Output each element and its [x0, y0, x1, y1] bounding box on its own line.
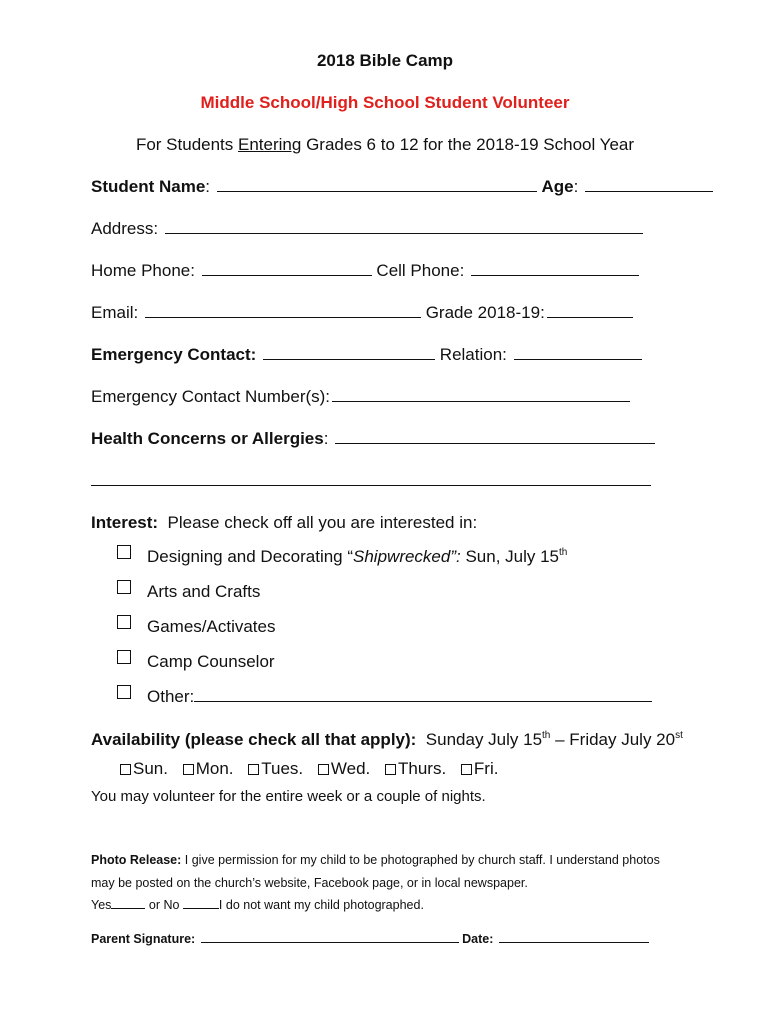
- emergency-number-row: [91, 387, 630, 407]
- photo-decline-text: I do not want my child photographed.: [218, 898, 424, 912]
- interest-row: [91, 513, 477, 533]
- parent-signature-field[interactable]: [201, 931, 459, 943]
- emergency-contact-row: [91, 345, 642, 365]
- availability-row: [91, 730, 683, 750]
- availability-end: – Friday July 20: [550, 730, 676, 749]
- student-name-field[interactable]: [217, 177, 537, 192]
- day-tuesday-checkbox[interactable]: [248, 764, 259, 775]
- email-field[interactable]: [145, 303, 421, 318]
- emergency-number-label: Emergency Contact Number(s):: [91, 387, 331, 406]
- day-wednesday[interactable]: [318, 759, 370, 778]
- photo-yes-field[interactable]: [111, 897, 145, 909]
- photo-no-field[interactable]: [183, 897, 219, 909]
- day-sunday[interactable]: [120, 759, 168, 778]
- day-monday[interactable]: [183, 759, 234, 778]
- phone-row: [91, 261, 639, 281]
- photo-no-label: or No: [145, 898, 183, 912]
- student-name-label: Student Name: [91, 177, 206, 196]
- availability-start-suffix: th: [542, 730, 551, 741]
- grade-field[interactable]: [547, 303, 633, 318]
- student-name-row: Student Name: Age:: [91, 177, 713, 197]
- photo-release-text-2: may be posted on the church’s website, Facebook page, or in local newspaper.: [91, 876, 528, 890]
- day-thursday-label: Thurs.: [397, 759, 447, 778]
- availability-days: [120, 759, 508, 779]
- grade-label: Grade 2018-19:: [425, 303, 545, 322]
- health-field[interactable]: [335, 429, 655, 444]
- day-monday-checkbox[interactable]: [183, 764, 194, 775]
- form-title: 2018 Bible Camp: [316, 51, 454, 70]
- decorating-theme: Shipwrecked”:: [353, 547, 461, 566]
- emergency-contact-field[interactable]: [263, 345, 435, 360]
- interest-games-checkbox[interactable]: [117, 615, 131, 629]
- interest-arts-label: Arts and Crafts: [147, 582, 261, 601]
- day-friday[interactable]: [461, 759, 499, 778]
- interest-counselor-label: Camp Counselor: [147, 652, 275, 671]
- photo-release-label: Photo Release:: [91, 853, 182, 867]
- address-field[interactable]: [165, 219, 643, 234]
- emergency-number-field[interactable]: [332, 387, 630, 402]
- interest-other-label: Other:: [147, 687, 195, 706]
- availability-start: Sunday July 15: [425, 730, 543, 749]
- interest-decorating-checkbox[interactable]: [117, 545, 131, 559]
- interest-other-row: [147, 687, 652, 707]
- intro-text-underlined: Entering: [238, 135, 302, 154]
- date-label: Date:: [462, 932, 494, 946]
- decorating-date: Sun, July 15: [460, 547, 560, 566]
- address-label: Address:: [91, 219, 159, 238]
- health-row: Health Concerns or Allergies:: [91, 429, 655, 449]
- home-phone-label: Home Phone:: [91, 261, 195, 280]
- cell-phone-field[interactable]: [471, 261, 639, 276]
- interest-label: Interest:: [91, 513, 159, 532]
- photo-release-text-1: I give permission for my child to be photographed by church staff. I understand photos: [181, 853, 660, 867]
- day-sunday-label: Sun.: [133, 759, 168, 778]
- age-field[interactable]: [585, 177, 713, 192]
- email-row: [91, 303, 633, 323]
- interest-games-label: Games/Activates: [147, 617, 276, 636]
- interest-decorating-label: [147, 547, 567, 567]
- intro-text-end: Grades 6 to 12 for the 2018-19 School Year: [301, 135, 635, 154]
- cell-phone-label: Cell Phone:: [376, 261, 465, 280]
- email-label: Email:: [91, 303, 139, 322]
- availability-label: Availability (please check all that apply):: [91, 730, 417, 749]
- decorating-text: Designing and Decorating “: [147, 547, 354, 566]
- parent-signature-label: Parent Signature:: [91, 932, 196, 946]
- address-row: [91, 219, 643, 239]
- interest-other-checkbox[interactable]: [117, 685, 131, 699]
- day-thursday-checkbox[interactable]: [385, 764, 396, 775]
- day-tuesday-label: Tues.: [261, 759, 304, 778]
- decorating-date-suffix: th: [559, 547, 568, 558]
- health-label: Health Concerns or Allergies: [91, 429, 324, 448]
- photo-yes-label: Yes: [91, 898, 112, 912]
- form-subtitle: Middle School/High School Student Volunteer: [200, 93, 570, 112]
- age-label: Age: [541, 177, 574, 196]
- interest-other-field[interactable]: [194, 687, 652, 702]
- home-phone-field[interactable]: [202, 261, 372, 276]
- health-field-continued[interactable]: [91, 471, 651, 486]
- day-wednesday-checkbox[interactable]: [318, 764, 329, 775]
- emergency-contact-label: Emergency Contact:: [91, 345, 257, 364]
- day-friday-label: Fri.: [473, 759, 499, 778]
- interest-counselor-checkbox[interactable]: [117, 650, 131, 664]
- relation-label: Relation:: [439, 345, 507, 364]
- day-friday-checkbox[interactable]: [461, 764, 472, 775]
- day-thursday[interactable]: [385, 759, 446, 778]
- interest-prompt: Please check off all you are interested in:: [167, 513, 478, 532]
- signature-row: [91, 931, 649, 947]
- health-row-2: [91, 471, 651, 491]
- availability-note: You may volunteer for the entire week or a couple of nights.: [91, 788, 486, 805]
- day-tuesday[interactable]: [248, 759, 303, 778]
- day-monday-label: Mon.: [195, 759, 234, 778]
- interest-arts-checkbox[interactable]: [117, 580, 131, 594]
- photo-release-choice-row: [91, 897, 424, 913]
- day-sunday-checkbox[interactable]: [120, 764, 131, 775]
- intro-text-start: For Students: [135, 135, 239, 154]
- form-intro: [0, 135, 770, 155]
- day-wednesday-label: Wed.: [330, 759, 371, 778]
- relation-field[interactable]: [514, 345, 642, 360]
- availability-end-suffix: st: [675, 730, 683, 741]
- date-field[interactable]: [499, 931, 649, 943]
- photo-release-line-1: [91, 852, 660, 868]
